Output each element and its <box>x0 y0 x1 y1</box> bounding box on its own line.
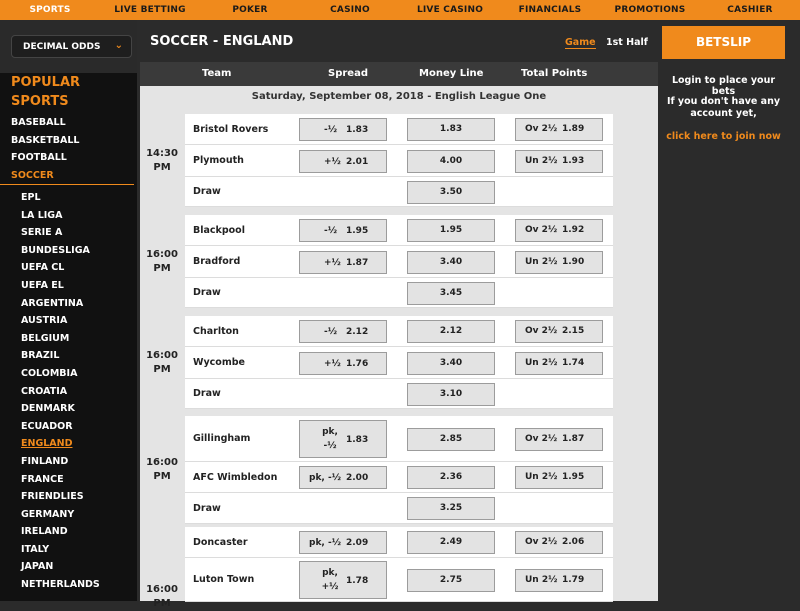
match-time <box>140 456 184 484</box>
page-title: SOCCER - ENGLAND <box>150 34 294 49</box>
moneyline-button[interactable] <box>407 118 495 141</box>
league-item-brazil[interactable]: BRAZIL <box>21 350 60 362</box>
league-item-austria[interactable]: AUSTRIA <box>21 315 68 327</box>
table-row <box>185 558 613 602</box>
moneyline-button[interactable] <box>407 320 495 343</box>
match-time-period: PM <box>153 471 171 482</box>
spread-line: pk, <box>322 427 338 437</box>
moneyline-button[interactable] <box>407 569 495 592</box>
team-name: Wycombe <box>193 357 245 368</box>
total-odds: 2.15 <box>562 326 585 336</box>
moneyline-button[interactable] <box>407 428 495 451</box>
spread-odds: 2.12 <box>346 327 369 337</box>
league-item-croatia[interactable]: CROATIA <box>21 385 68 397</box>
league-item-belgium[interactable]: BELGIUM <box>21 332 70 344</box>
column-header-bar <box>140 62 658 86</box>
column-header-total-points: Total Points <box>521 68 588 79</box>
betslip-login-text: Login to place your bets <box>671 75 776 97</box>
league-item-epl[interactable]: EPL <box>21 192 41 203</box>
total-odds: 1.90 <box>562 257 585 267</box>
match-time <box>140 147 184 175</box>
total-points-button[interactable] <box>515 150 603 173</box>
moneyline-odds: 1.95 <box>439 225 463 235</box>
total-line: Ov 2½ <box>525 537 558 547</box>
column-header-team: Team <box>202 68 232 79</box>
spread-odds: 1.83 <box>346 434 369 445</box>
moneyline-button[interactable] <box>407 531 495 554</box>
table-row <box>185 347 613 379</box>
team-name: Draw <box>193 503 221 514</box>
nav-sports[interactable]: SPORTS <box>29 5 71 15</box>
total-odds: 1.92 <box>562 225 585 235</box>
league-item-friendlies[interactable]: FRIENDLIES <box>21 491 84 503</box>
spread-odds: 1.76 <box>346 359 369 369</box>
table-row <box>185 215 613 246</box>
moneyline-odds: 2.85 <box>439 434 463 444</box>
moneyline-button[interactable] <box>407 466 495 489</box>
spread-line: -½ <box>324 125 338 135</box>
league-item-england[interactable]: ENGLAND <box>21 438 73 450</box>
league-item-netherlands[interactable]: NETHERLANDS <box>21 579 100 591</box>
total-points-button[interactable] <box>515 320 603 343</box>
column-header-spread: Spread <box>328 68 368 79</box>
spread-line-value: +½ <box>321 582 339 592</box>
moneyline-odds: 3.40 <box>439 257 463 267</box>
popular-heading-line2: SPORTS <box>11 94 69 109</box>
match-block <box>140 316 658 409</box>
league-item-la-liga[interactable]: LA LIGA <box>21 209 63 221</box>
table-row <box>185 493 613 524</box>
betslip-panel <box>662 59 785 168</box>
tab-first-half[interactable]: 1st Half <box>606 37 648 48</box>
league-item-france[interactable]: FRANCE <box>21 473 64 485</box>
top-navigation <box>0 0 800 20</box>
total-line: Un 2½ <box>525 156 558 166</box>
league-item-colombia[interactable]: COLOMBIA <box>21 367 78 379</box>
match-time-period: PM <box>153 364 171 375</box>
match-block <box>140 416 658 524</box>
total-points-button[interactable] <box>515 531 603 554</box>
moneyline-odds: 2.49 <box>439 537 463 547</box>
odds-format-select[interactable] <box>11 35 132 58</box>
sidebar-item-baseball[interactable]: BASEBALL <box>11 117 66 128</box>
league-item-uefa-el[interactable]: UEFA EL <box>21 279 64 291</box>
spread-button[interactable] <box>299 219 387 242</box>
total-line: Ov 2½ <box>525 225 558 235</box>
spread-line: +½ <box>324 258 341 268</box>
betslip-title: BETSLIP <box>662 26 785 59</box>
total-points-button[interactable] <box>515 251 603 274</box>
team-name: Draw <box>193 287 221 298</box>
table-row <box>185 462 613 493</box>
league-item-ireland[interactable]: IRELAND <box>21 526 68 538</box>
moneyline-button[interactable] <box>407 383 495 406</box>
team-name: Charlton <box>193 326 239 337</box>
nav-promotions[interactable]: PROMOTIONS <box>614 5 686 15</box>
tab-game[interactable]: Game <box>565 37 596 48</box>
spread-odds: 2.01 <box>346 157 369 167</box>
moneyline-button[interactable] <box>407 282 495 305</box>
spread-line: pk, -½ <box>309 473 342 483</box>
total-points-button[interactable] <box>515 466 603 489</box>
total-odds: 1.74 <box>562 358 585 368</box>
spread-odds: 1.87 <box>346 258 369 268</box>
league-item-serie-a[interactable]: SERIE A <box>21 227 63 239</box>
betslip-no-account-text: If you don't have any account yet, <box>666 96 781 119</box>
total-points-button[interactable] <box>515 219 603 242</box>
match-block <box>140 114 658 207</box>
spread-button[interactable] <box>299 561 387 599</box>
moneyline-button[interactable] <box>407 352 495 375</box>
total-odds: 2.06 <box>562 537 585 547</box>
spread-line: -½ <box>324 226 338 236</box>
moneyline-odds: 4.00 <box>439 156 463 166</box>
team-name: Bristol Rovers <box>193 124 269 135</box>
match-time <box>140 349 184 377</box>
spread-line: -½ <box>324 327 338 337</box>
nav-cashier[interactable]: CASHIER <box>727 5 773 15</box>
moneyline-odds: 3.10 <box>439 389 463 399</box>
nav-financials[interactable]: FINANCIALS <box>518 5 582 15</box>
league-item-argentina[interactable]: ARGENTINA <box>21 297 84 309</box>
team-name: Draw <box>193 186 221 197</box>
total-odds: 1.87 <box>562 434 585 444</box>
table-row <box>185 379 613 409</box>
total-line: Un 2½ <box>525 358 558 368</box>
chevron-down-icon: ⌄ <box>114 40 123 51</box>
match-time-hour: 16:00 <box>146 350 178 361</box>
match-block <box>140 215 658 308</box>
total-points-button[interactable] <box>515 428 603 451</box>
match-time <box>140 248 184 276</box>
spread-line: pk, <box>322 568 338 578</box>
league-item-ecuador[interactable]: ECUADOR <box>21 420 73 432</box>
odds-table <box>140 86 658 609</box>
moneyline-button[interactable] <box>407 251 495 274</box>
total-line: Un 2½ <box>525 472 558 482</box>
total-points-button[interactable] <box>515 352 603 375</box>
moneyline-odds: 3.45 <box>439 288 463 298</box>
moneyline-button[interactable] <box>407 219 495 242</box>
total-line: Ov 2½ <box>525 326 558 336</box>
column-header-moneyline: Money Line <box>419 68 484 79</box>
sidebar <box>0 20 137 601</box>
moneyline-odds: 2.36 <box>439 472 463 482</box>
total-points-button[interactable] <box>515 118 603 141</box>
nav-poker[interactable]: POKER <box>232 5 268 15</box>
total-odds: 1.79 <box>562 575 585 585</box>
spread-button[interactable] <box>299 466 387 489</box>
table-row <box>185 278 613 308</box>
team-name: Gillingham <box>193 433 251 444</box>
total-line: Ov 2½ <box>525 434 558 444</box>
spread-line-value: -½ <box>323 441 337 451</box>
spread-button[interactable] <box>299 150 387 173</box>
total-line: Un 2½ <box>525 575 558 585</box>
spread-button[interactable] <box>299 251 387 274</box>
match-block <box>140 527 658 609</box>
spread-button[interactable] <box>299 531 387 554</box>
nav-live-betting[interactable]: LIVE BETTING <box>114 5 186 15</box>
spread-odds: 2.00 <box>346 473 369 483</box>
nav-live-casino[interactable]: LIVE CASINO <box>416 5 484 15</box>
table-row <box>185 527 613 558</box>
odds-format-value: DECIMAL ODDS <box>23 41 101 52</box>
spread-button[interactable] <box>299 420 387 458</box>
moneyline-button[interactable] <box>407 181 495 204</box>
match-time <box>140 583 184 611</box>
match-time-hour: 14:30 <box>146 148 178 159</box>
main-header <box>140 26 658 60</box>
spread-odds: 1.78 <box>346 575 369 586</box>
league-item-bundesliga[interactable]: BUNDESLIGA <box>21 244 90 256</box>
table-row <box>185 114 613 145</box>
table-row <box>185 246 613 278</box>
join-now-link[interactable]: click here to join now <box>666 131 781 142</box>
moneyline-odds: 3.40 <box>439 358 463 368</box>
spread-line: pk, -½ <box>309 538 342 548</box>
match-time-hour: 16:00 <box>146 457 178 468</box>
spread-button[interactable] <box>299 320 387 343</box>
team-name: Blackpool <box>193 225 245 236</box>
team-name: AFC Wimbledon <box>193 472 278 483</box>
league-item-japan[interactable]: JAPAN <box>21 561 54 573</box>
total-odds: 1.95 <box>562 472 585 482</box>
table-row <box>185 177 613 207</box>
league-item-finland[interactable]: FINLAND <box>21 455 69 467</box>
spread-odds: 1.83 <box>346 125 369 135</box>
date-header: Saturday, September 08, 2018 - English League One <box>251 91 547 102</box>
moneyline-odds: 3.25 <box>439 503 463 513</box>
match-time-period: PM <box>153 162 171 173</box>
sidebar-divider <box>0 184 134 185</box>
spread-button[interactable] <box>299 352 387 375</box>
league-list <box>21 189 100 594</box>
total-line: Ov 2½ <box>525 124 558 134</box>
sidebar-item-soccer[interactable]: SOCCER <box>11 169 54 181</box>
nav-casino[interactable]: CASINO <box>330 5 370 15</box>
spread-line: +½ <box>324 157 341 167</box>
team-name: Luton Town <box>193 574 255 585</box>
moneyline-odds: 3.50 <box>439 187 463 197</box>
spread-odds: 1.95 <box>346 226 369 236</box>
moneyline-odds: 1.83 <box>439 124 463 134</box>
total-line: Un 2½ <box>525 257 558 267</box>
team-name: Draw <box>193 388 221 399</box>
spread-button[interactable] <box>299 118 387 141</box>
table-row <box>185 316 613 347</box>
moneyline-button[interactable] <box>407 150 495 173</box>
moneyline-odds: 2.75 <box>439 575 463 585</box>
league-item-germany[interactable]: GERMANY <box>21 508 75 520</box>
total-points-button[interactable] <box>515 569 603 592</box>
team-name: Plymouth <box>193 155 244 166</box>
match-time-period: PM <box>153 598 171 609</box>
table-row <box>185 416 613 462</box>
league-item-denmark[interactable]: DENMARK <box>21 403 75 415</box>
match-time-hour: 16:00 <box>146 249 178 260</box>
spread-odds: 2.09 <box>346 538 369 548</box>
match-time-period: PM <box>153 263 171 274</box>
league-item-uefa-cl[interactable]: UEFA CL <box>21 262 65 274</box>
popular-heading-line1: POPULAR <box>11 75 81 90</box>
team-name: Doncaster <box>193 537 248 548</box>
team-name: Bradford <box>193 256 241 267</box>
league-item-italy[interactable]: ITALY <box>21 543 50 555</box>
total-odds: 1.93 <box>562 156 585 166</box>
moneyline-odds: 2.12 <box>439 326 463 336</box>
table-row <box>185 145 613 177</box>
sport-list <box>11 114 79 184</box>
sidebar-item-football[interactable]: FOOTBALL <box>11 152 67 163</box>
total-odds: 1.89 <box>562 124 585 134</box>
moneyline-button[interactable] <box>407 497 495 520</box>
sidebar-item-basketball[interactable]: BASKETBALL <box>11 134 80 146</box>
match-time-hour: 16:00 <box>146 584 178 595</box>
spread-line: +½ <box>324 359 341 369</box>
popular-sports-heading <box>11 73 80 111</box>
